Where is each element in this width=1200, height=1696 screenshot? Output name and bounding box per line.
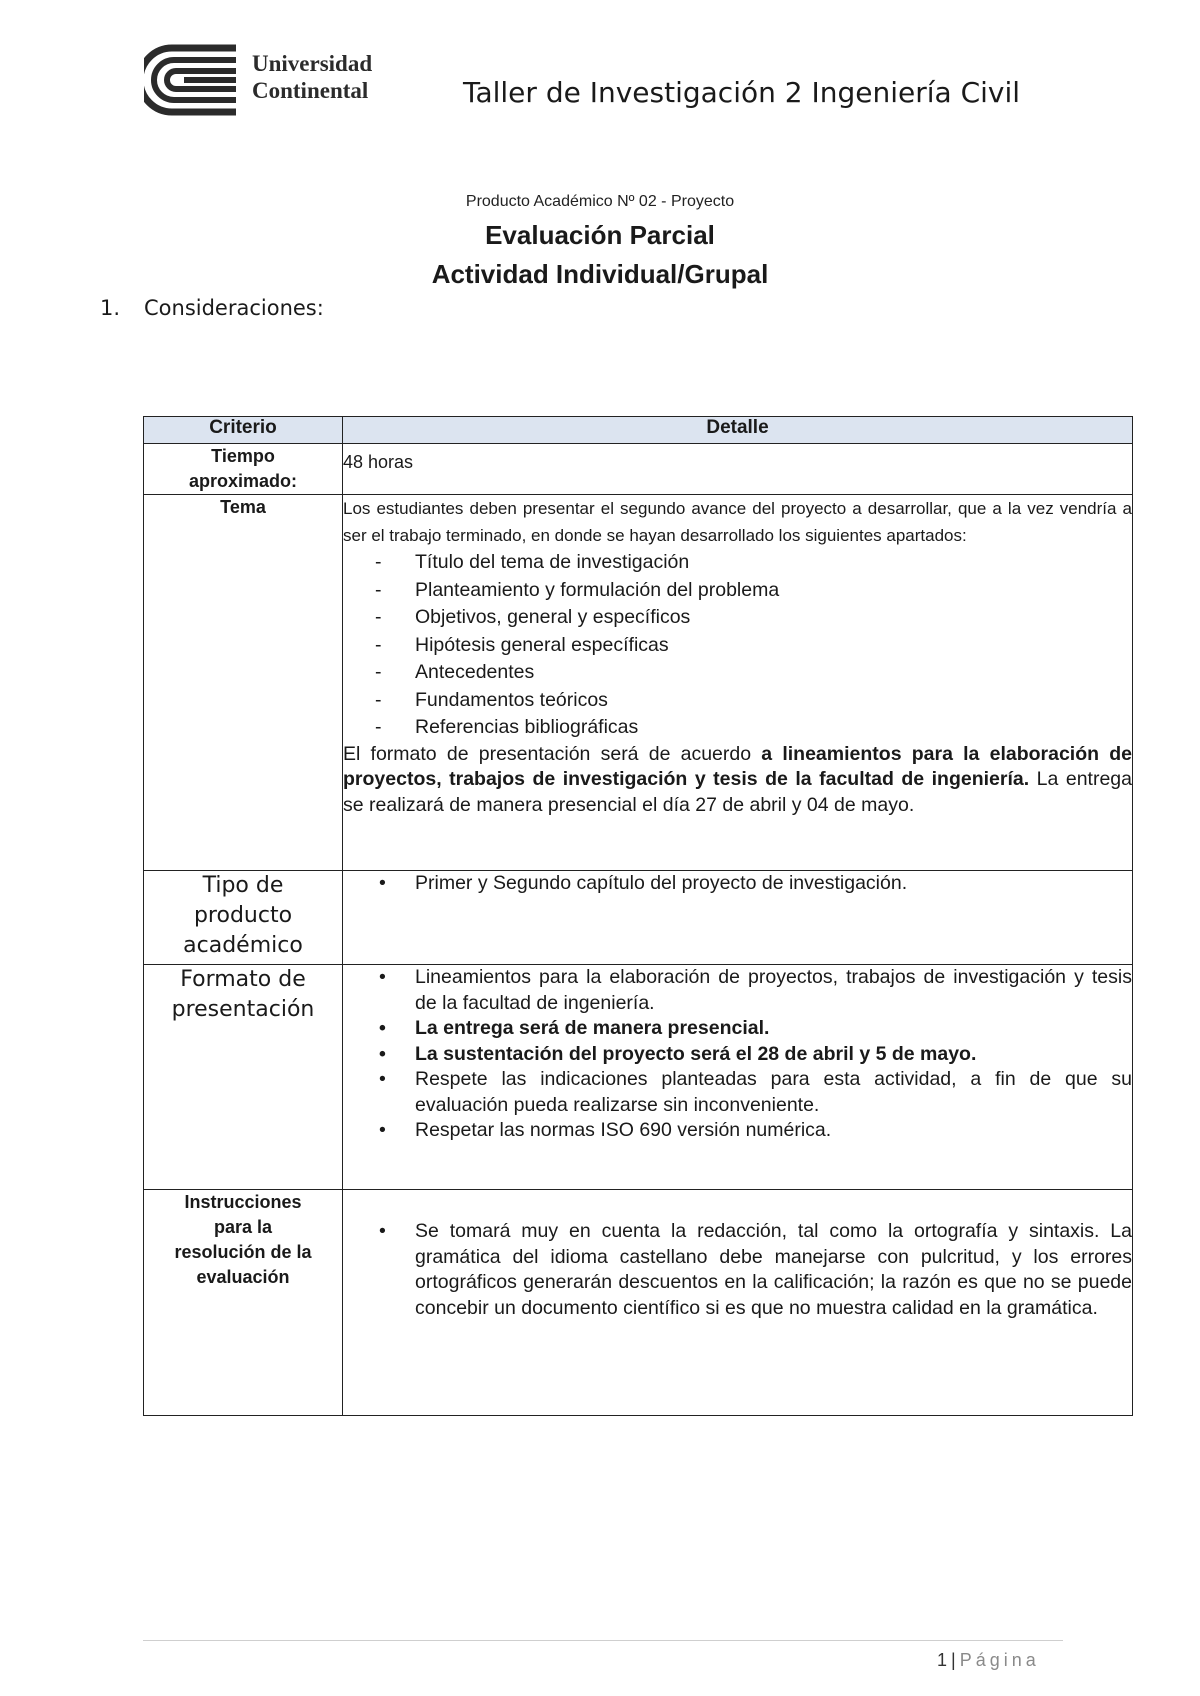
value-instrucciones: [343, 1190, 1133, 1416]
document-title: Taller de Investigación 2 Ingeniería Civil: [463, 76, 1021, 109]
table-header-row: [144, 417, 1133, 444]
list-item: • La sustentación del proyecto será el 28 de abril y 5 de mayo.: [375, 1042, 1132, 1068]
list-item: - Fundamentos teóricos: [375, 687, 1132, 715]
format-text-bold: a lineamientos para la elaboración de proyectos, trabajos de investigación y tesis de la facultad de ingeniería.: [343, 742, 1133, 790]
list-item: - Título del tema de investigación: [375, 549, 1132, 577]
footer-divider: [143, 1640, 1063, 1641]
label-instr-line1: Instrucciones: [184, 1192, 302, 1212]
value-tipo: [343, 871, 1133, 965]
instrucciones-list: [343, 1219, 1132, 1321]
label-instr-line3: resolución de la: [174, 1242, 312, 1262]
label-formato-line2: presentación: [171, 997, 315, 1022]
label-formato-line1: Formato de: [180, 967, 306, 992]
formato-list: [343, 965, 1132, 1144]
header-detalle: Detalle: [343, 417, 1133, 444]
university-logo: [144, 44, 404, 116]
heading-actividad: Actividad Individual/Grupal: [431, 259, 769, 289]
label-formato: [144, 965, 343, 1190]
label-tema: Tema: [144, 495, 343, 871]
row-tema: [144, 495, 1133, 871]
row-instrucciones: [144, 1190, 1133, 1416]
label-tipo-line3: académico: [183, 933, 303, 958]
logo-text: [252, 50, 372, 104]
list-item: - Hipótesis general específicas: [375, 632, 1132, 660]
list-item: • La entrega será de manera presencial.: [375, 1016, 1132, 1042]
value-tiempo: [343, 444, 1133, 495]
section-number: 1.: [100, 296, 121, 320]
logo-line-1: Universidad: [252, 51, 373, 76]
list-item: • Lineamientos para la elaboración de proyectos, trabajos de investigación y tesis de la facultad de ingeniería.: [375, 965, 1132, 1016]
tipo-list: [343, 871, 1132, 897]
criteria-table: [143, 416, 1133, 1416]
list-item: - Referencias bibliográficas: [375, 714, 1132, 742]
section-title: Consideraciones:: [144, 296, 324, 320]
value-formato: [343, 965, 1133, 1190]
label-tipo-line1: Tipo de: [202, 873, 284, 898]
label-instrucciones: [144, 1190, 343, 1416]
label-tiempo-line2: aproximado:: [188, 471, 298, 491]
list-item: • Respete las indicaciones planteadas para esta actividad, a fin de que su evaluación pueda realizarse sin inconveniente.: [375, 1067, 1132, 1118]
tema-list: [343, 549, 1132, 742]
list-item: - Planteamiento y formulación del problema: [375, 577, 1132, 605]
product-label: Producto Académico Nº 02 - Proyecto: [465, 193, 735, 210]
header-criterio: Criterio: [144, 417, 343, 444]
label-instr-line2: para la: [213, 1217, 273, 1237]
page-label: Página: [959, 1650, 1040, 1670]
label-tiempo-line1: Tiempo: [211, 446, 275, 466]
label-tipo-line2: producto: [193, 903, 293, 928]
list-item: - Antecedentes: [375, 659, 1132, 687]
heading-evaluacion: Evaluación Parcial: [485, 220, 715, 250]
format-text-post: La entrega se realizará de manera presencial el día 27 de abril y 04 de mayo.: [343, 768, 1132, 816]
tema-intro: Los estudiantes deben presentar el segundo avance del proyecto a desarrollar, que a la vez vendría a ser el trabajo terminado, en donde se hayan desarrollado los siguientes apartados:: [343, 499, 1132, 545]
row-tipo: [144, 871, 1133, 965]
continental-logo-icon: [144, 44, 240, 116]
list-item: • Se tomará muy en cuenta la redacción, tal como la ortografía y sintaxis. La gramática del idioma castellano debe manejarse con pulcritud, y los errores ortográficos generarán descuentos en la calificación; la razón es que no se puede concebir un documento científico si es que no muestra calidad en la gramática.: [375, 1219, 1132, 1321]
tema-format-paragraph: [343, 742, 1132, 819]
footer-separator: |: [951, 1650, 956, 1670]
row-tiempo: [144, 444, 1133, 495]
page-footer: [937, 1650, 1040, 1671]
logo-line-2: Continental: [252, 78, 369, 103]
label-tiempo: [144, 444, 343, 495]
value-tema: [343, 495, 1133, 871]
label-instr-line4: evaluación: [196, 1267, 290, 1287]
label-tipo: [144, 871, 343, 965]
list-item: • Respetar las normas ISO 690 versión numérica.: [375, 1118, 1132, 1144]
tiempo-value: 48 horas: [343, 452, 414, 472]
format-text-pre: El formato de presentación será de acuerdo: [343, 742, 762, 765]
section-heading: [100, 296, 324, 320]
list-item: - Objetivos, general y específicos: [375, 604, 1132, 632]
list-item: • Primer y Segundo capítulo del proyecto de investigación.: [375, 871, 1132, 897]
page-number: 1: [937, 1650, 948, 1670]
row-formato: [144, 965, 1133, 1190]
